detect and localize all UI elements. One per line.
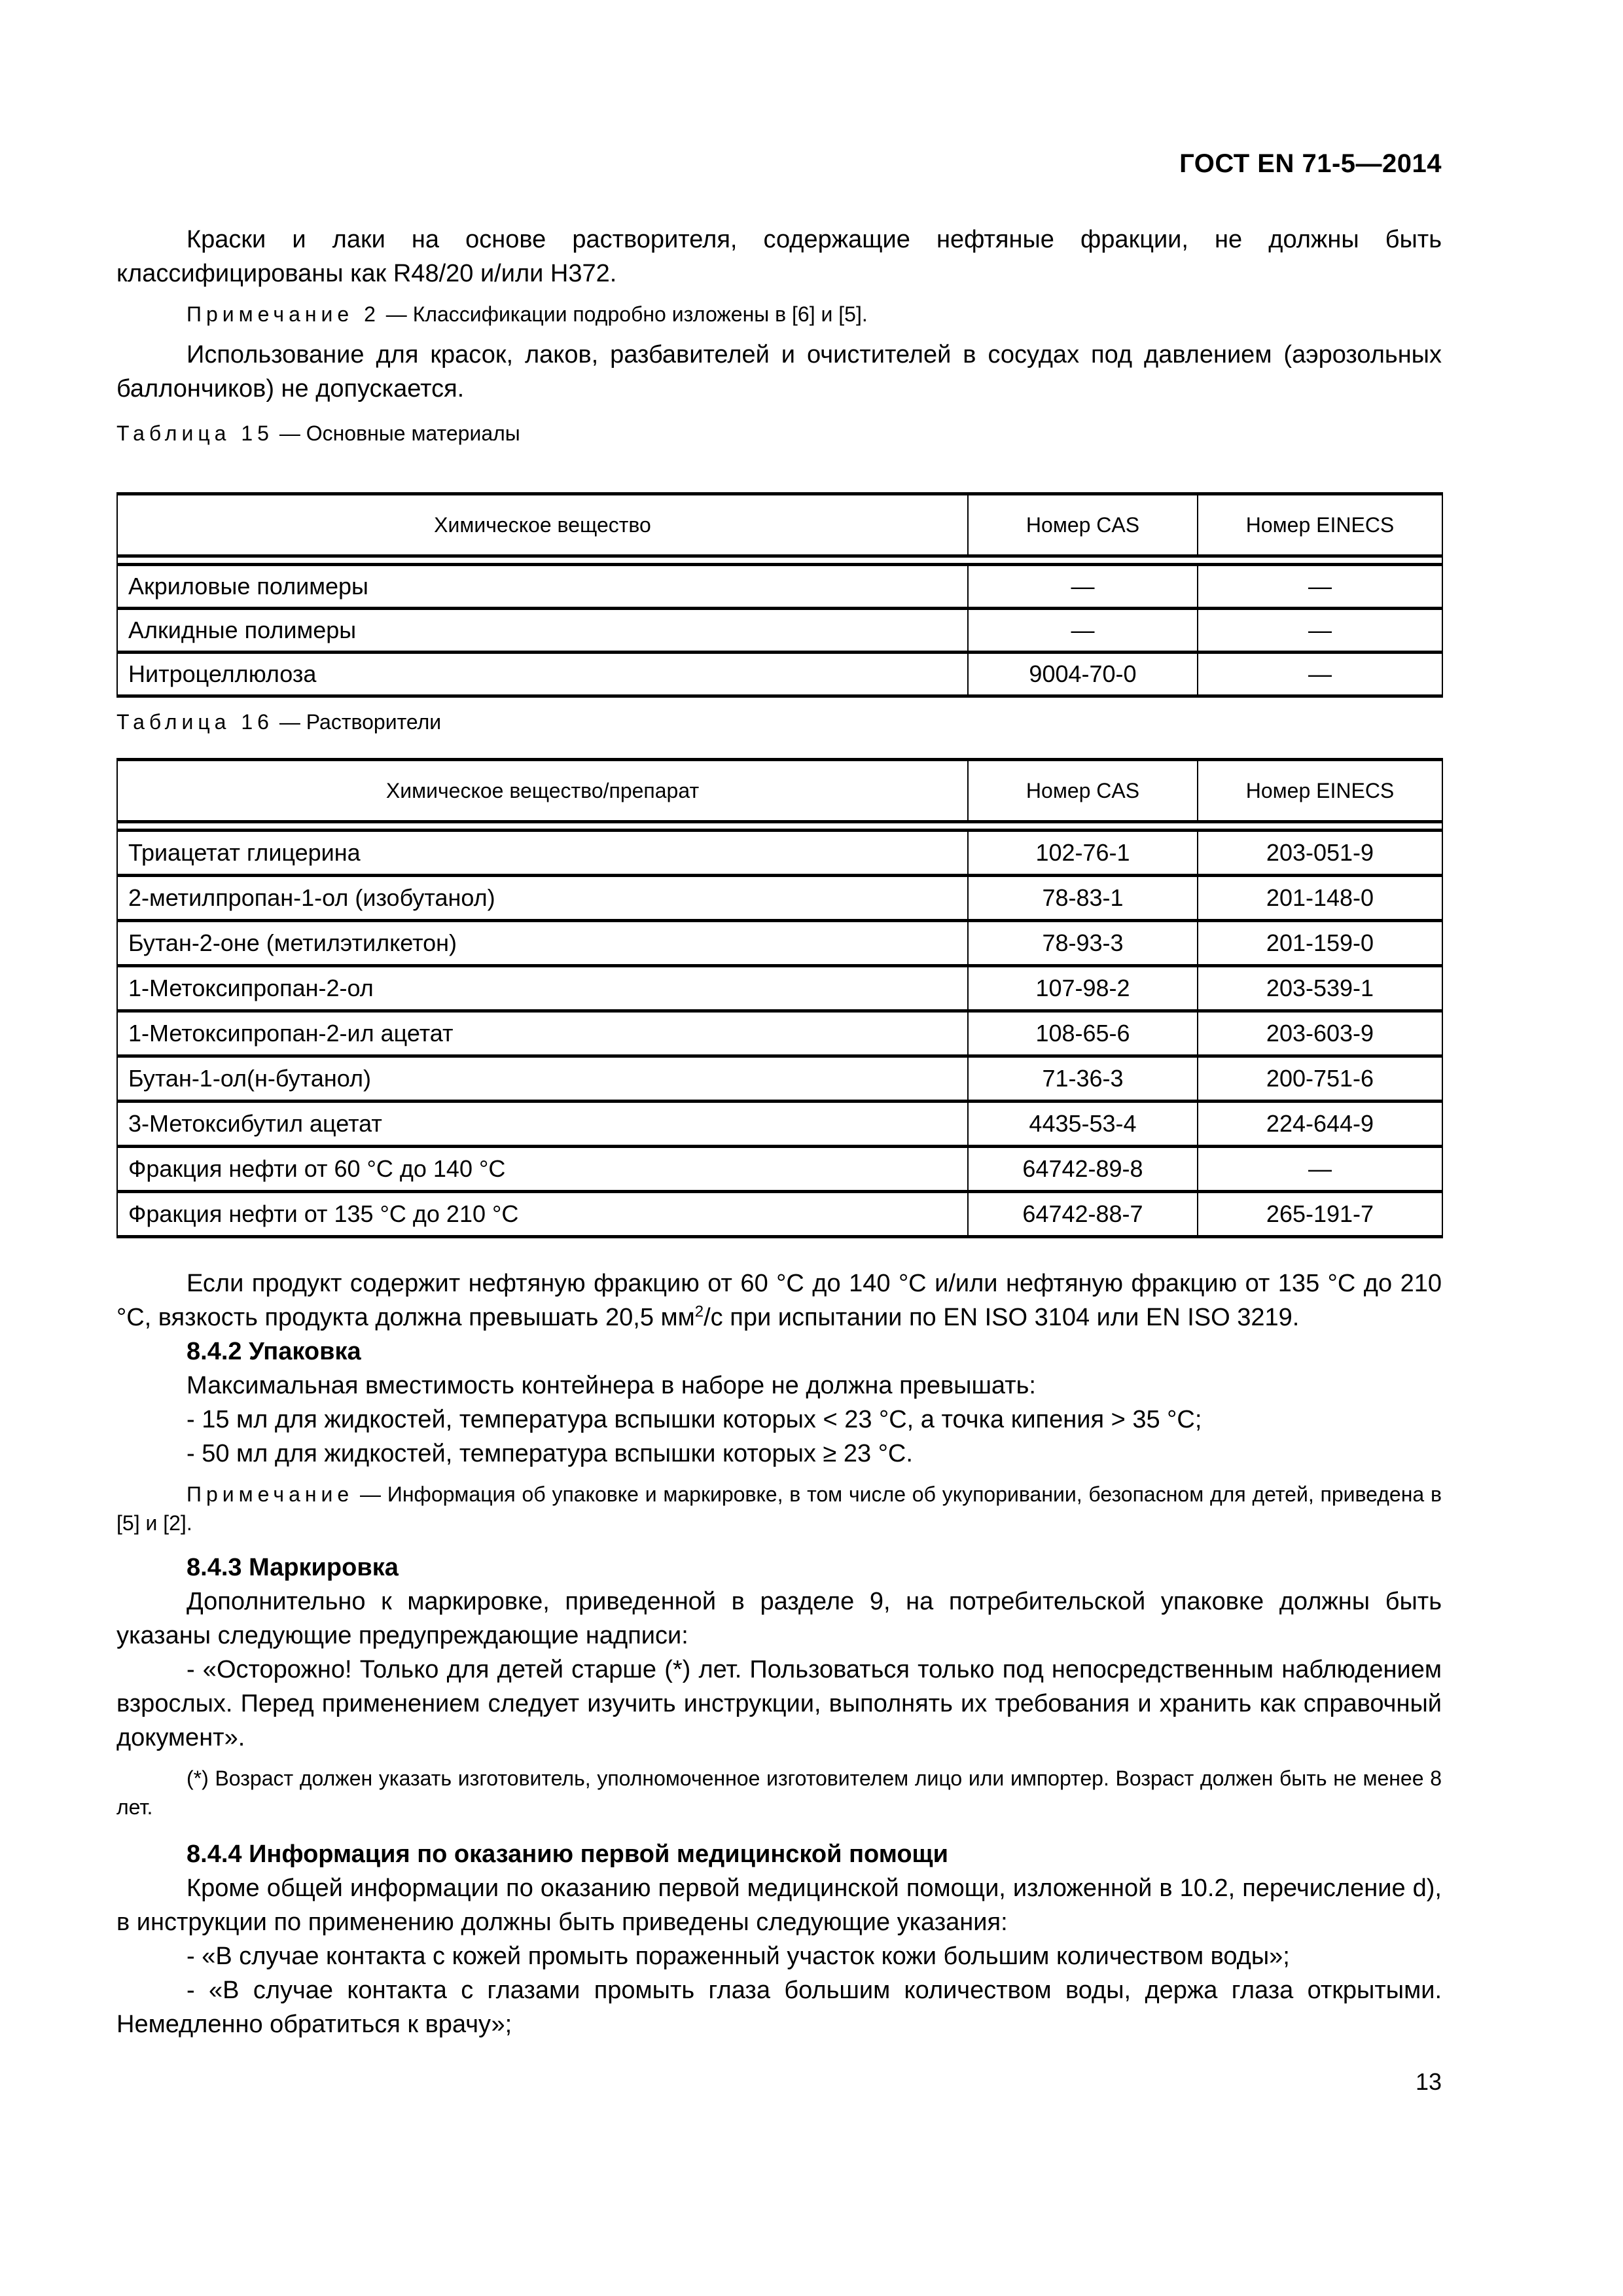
column-header: Химическое вещество/препарат bbox=[117, 760, 968, 822]
cell-cas: — bbox=[968, 609, 1198, 653]
column-header: Номер EINECS bbox=[1198, 760, 1442, 822]
list-item: - 15 мл для жидкостей, температура вспышки которых < 23 °С, а точка кипения > 35 °С; bbox=[187, 1406, 1202, 1433]
table-header-row bbox=[117, 494, 1442, 556]
cell-einecs: 200-751-6 bbox=[1198, 1056, 1442, 1102]
superscript: 2 bbox=[694, 1302, 704, 1321]
header-separator bbox=[117, 556, 1442, 565]
table-header-row bbox=[117, 760, 1442, 822]
cell-cas: 78-83-1 bbox=[968, 876, 1198, 921]
intro-block bbox=[116, 223, 1442, 446]
column-header: Номер CAS bbox=[968, 760, 1198, 822]
packaging-intro: Максимальная вместимость контейнера в наборе не должна превышать: bbox=[187, 1372, 1036, 1399]
table16-caption bbox=[116, 710, 1442, 734]
first-aid-paragraph: Кроме общей информации по оказанию первой медицинской помощи, изложенной в 10.2, перечисление d), в инструкции по применению должны быть приведены следующие указания: bbox=[116, 1874, 1442, 1936]
cell-cas: 64742-89-8 bbox=[968, 1147, 1198, 1192]
cell-substance: 3-Метоксибутил ацетат bbox=[117, 1102, 968, 1147]
cell-substance: Фракция нефти от 60 °С до 140 °С bbox=[117, 1147, 968, 1192]
cell-cas: — bbox=[968, 565, 1198, 609]
table-row bbox=[117, 1147, 1442, 1192]
cell-cas: 9004-70-0 bbox=[968, 653, 1198, 696]
paragraph-aerosol: Использование для красок, лаков, разбавителей и очистителей в сосудах под давлением (аэрозольных баллончиков) не допускается. bbox=[116, 341, 1442, 403]
table-caption-text: — Основные материалы bbox=[273, 422, 520, 445]
viscosity-text-start: Если продукт содержит нефтяную фракцию от 60 °С до 140 °С и/или нефтяную фракцию от 135 °С до 210 °С, вязкость продукта должна превышать 20,5 мм bbox=[116, 1270, 1442, 1331]
packaging-note bbox=[116, 1480, 1442, 1537]
cell-einecs: 265-191-7 bbox=[1198, 1192, 1442, 1237]
column-header: Номер EINECS bbox=[1198, 494, 1442, 556]
cell-cas: 4435-53-4 bbox=[968, 1102, 1198, 1147]
column-header: Химическое вещество bbox=[117, 494, 968, 556]
cell-einecs: — bbox=[1198, 565, 1442, 609]
cell-einecs: — bbox=[1198, 653, 1442, 696]
table-15 bbox=[116, 492, 1442, 698]
cell-cas: 64742-88-7 bbox=[968, 1192, 1198, 1237]
table-row bbox=[117, 1056, 1442, 1102]
table-row bbox=[117, 876, 1442, 921]
cell-einecs: — bbox=[1198, 609, 1442, 653]
standard-header: ГОСТ EN 71-5—2014 bbox=[1179, 149, 1442, 178]
table-caption-label: Таблица 16 bbox=[116, 710, 274, 734]
cell-cas: 102-76-1 bbox=[968, 831, 1198, 876]
table-row bbox=[117, 1011, 1442, 1056]
paragraph-solvent-paints: Краски и лаки на основе растворителя, содержащие нефтяные фракции, не должны быть классифицированы как R48/20 и/или H372. bbox=[116, 226, 1442, 287]
cell-cas: 71-36-3 bbox=[968, 1056, 1198, 1102]
table-caption-label: Таблица 15 bbox=[116, 422, 274, 445]
table-row bbox=[117, 966, 1442, 1011]
heading-843: 8.4.3 Маркировка bbox=[187, 1554, 399, 1581]
note-2 bbox=[116, 300, 1442, 329]
table-row bbox=[117, 609, 1442, 653]
cell-substance: Триацетат глицерина bbox=[117, 831, 968, 876]
note-text: — Классификации подробно изложены в [6] и [5]. bbox=[380, 302, 868, 326]
page-number: 13 bbox=[1415, 2068, 1442, 2095]
table15-caption bbox=[116, 422, 1442, 446]
cell-cas: 78-93-3 bbox=[968, 921, 1198, 966]
cell-einecs: — bbox=[1198, 1147, 1442, 1192]
list-item: - 50 мл для жидкостей, температура вспышки которых ≥ 23 °С. bbox=[187, 1440, 913, 1467]
cell-substance: 1-Метоксипропан-2-ил ацетат bbox=[117, 1011, 968, 1056]
marking-paragraph: Дополнительно к маркировке, приведенной в разделе 9, на потребительской упаковке должны быть указаны следующие предупреждающие надписи: bbox=[116, 1588, 1442, 1649]
cell-substance: Фракция нефти от 135 °С до 210 °С bbox=[117, 1192, 968, 1237]
main-body bbox=[116, 1266, 1442, 2041]
viscosity-text-end: /с при испытании по EN ISO 3104 или EN ISO 3219. bbox=[704, 1304, 1300, 1331]
table-row bbox=[117, 565, 1442, 609]
cell-einecs: 201-148-0 bbox=[1198, 876, 1442, 921]
cell-substance: Бутан-2-оне (метилэтилкетон) bbox=[117, 921, 968, 966]
cell-einecs: 224-644-9 bbox=[1198, 1102, 1442, 1147]
note-label: Примечание bbox=[187, 1482, 354, 1506]
table-caption-text: — Растворители bbox=[273, 710, 442, 734]
table-row bbox=[117, 921, 1442, 966]
table-row bbox=[117, 1192, 1442, 1237]
cell-substance: Бутан-1-ол(н-бутанол) bbox=[117, 1056, 968, 1102]
cell-einecs: 203-539-1 bbox=[1198, 966, 1442, 1011]
list-item: - «В случае контакта с глазами промыть глаза большим количеством воды, держа глаза открытыми. Немедленно обратиться к врачу»; bbox=[116, 1977, 1442, 2038]
note-label: Примечание 2 bbox=[187, 302, 380, 326]
cell-einecs: 203-603-9 bbox=[1198, 1011, 1442, 1056]
table-row bbox=[117, 831, 1442, 876]
cell-einecs: 203-051-9 bbox=[1198, 831, 1442, 876]
cell-substance: Акриловые полимеры bbox=[117, 565, 968, 609]
table-row bbox=[117, 1102, 1442, 1147]
list-item: - «В случае контакта с кожей промыть пораженный участок кожи большим количеством воды»; bbox=[187, 1943, 1290, 1970]
cell-cas: 107-98-2 bbox=[968, 966, 1198, 1011]
note-text: — Информация об упаковке и маркировке, в том числе об укупоривании, безопасном для детей, приведена в [5] и [2]. bbox=[116, 1482, 1442, 1535]
cell-substance: 2-метилпропан-1-ол (изобутанол) bbox=[117, 876, 968, 921]
table-row bbox=[117, 653, 1442, 696]
cell-cas: 108-65-6 bbox=[968, 1011, 1198, 1056]
age-footnote: (*) Возраст должен указать изготовитель, уполномоченное изготовителем лицо или импортер. Возраст должен быть не менее 8 лет. bbox=[116, 1767, 1442, 1819]
cell-substance: Алкидные полимеры bbox=[117, 609, 968, 653]
header-separator bbox=[117, 822, 1442, 831]
paragraph-viscosity bbox=[116, 1266, 1442, 1335]
heading-844: 8.4.4 Информация по оказанию первой медицинской помощи bbox=[187, 1840, 948, 1868]
column-header: Номер CAS bbox=[968, 494, 1198, 556]
table-16 bbox=[116, 758, 1442, 1238]
cell-einecs: 201-159-0 bbox=[1198, 921, 1442, 966]
cell-substance: 1-Метоксипропан-2-ол bbox=[117, 966, 968, 1011]
heading-842: 8.4.2 Упаковка bbox=[187, 1338, 361, 1365]
cell-substance: Нитроцеллюлоза bbox=[117, 653, 968, 696]
warning-text: - «Осторожно! Только для детей старше (*) лет. Пользоваться только под непосредственным наблюдением взрослых. Перед применением следует изучить инструкции, выполнять их требования и хранить как справочный документ». bbox=[116, 1656, 1442, 1751]
